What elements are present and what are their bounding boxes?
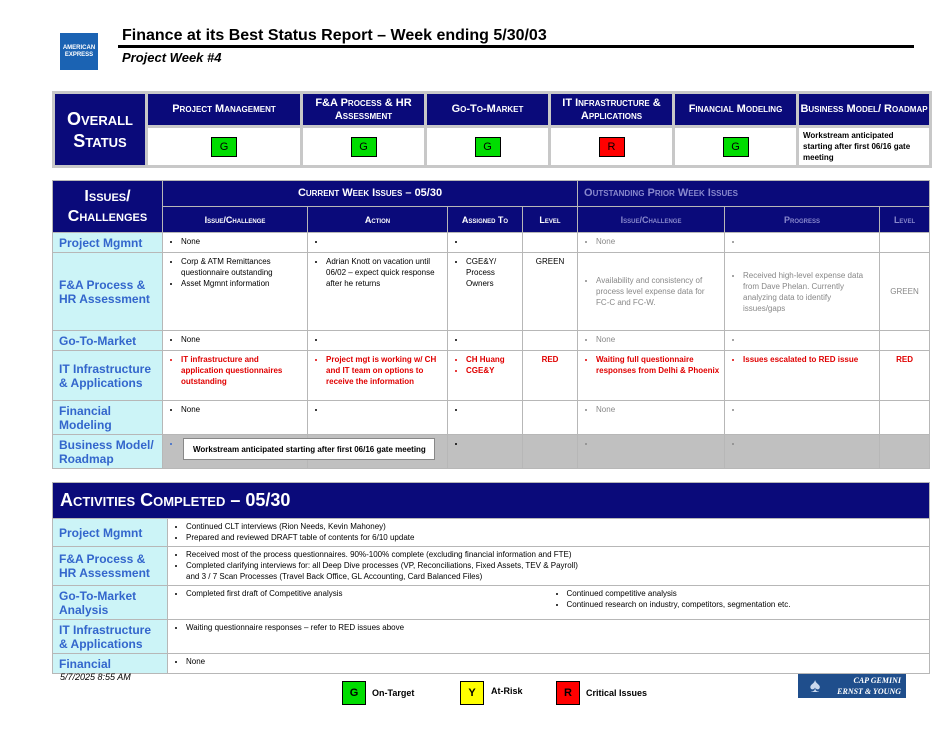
amex-logo [60, 33, 98, 70]
activity-cell: • Waiting questionnaire responses – refer to RED issues above [168, 620, 930, 654]
progress-cell [725, 233, 880, 253]
assigned-cell [448, 435, 523, 469]
row-label: IT Infrastructure & Applications [53, 620, 168, 654]
row-label: Project Mgmnt [53, 233, 163, 253]
status-badge: G [351, 137, 377, 157]
issues-label: Issues/ Challenges [53, 181, 163, 233]
row-label: F&A Process & HR Assessment [53, 547, 168, 586]
activities-title: Activities Completed – 05/30 [53, 483, 930, 519]
assigned-cell [448, 233, 523, 253]
table-row [53, 654, 930, 674]
status-badge: G [211, 137, 237, 157]
row-label: Go-To-Market Analysis [53, 586, 168, 620]
issue-cell: • IT infrastructure and application questionnaires outstanding [163, 351, 308, 401]
col-header: Issue/Challenge [163, 207, 308, 233]
current-week-header: Current Week Issues – 05/30 [163, 181, 578, 207]
status-cell [674, 127, 798, 167]
legend-yellow-badge: Y [460, 681, 484, 705]
overall-col-header: Project Management [147, 93, 302, 127]
prior-issue-cell: • None [578, 233, 725, 253]
footer-date: 5/7/2025 8:55 AM [60, 672, 131, 682]
activity-cell-right: • Continued competitive analysis • Continued research on industry, competitors, segmentation etc. [549, 586, 930, 620]
issue-cell: • None [163, 331, 308, 351]
status-cell [550, 127, 674, 167]
overall-col-header: IT Infrastructure & Applications [550, 93, 674, 127]
col-header: Progress [725, 207, 880, 233]
row-label: IT Infrastructure & Applications [53, 351, 163, 401]
activity-cell: • Continued CLT interviews (Rion Needs, Kevin Mahoney) • Prepared and reviewed DRAFT table of contents for 6/10 update [168, 519, 930, 547]
overall-col-header: Financial Modeling [674, 93, 798, 127]
row-label: Business Model/ Roadmap [53, 435, 163, 469]
status-cell [798, 127, 931, 167]
status-badge: G [723, 137, 749, 157]
assigned-cell: • CGE&Y/ Process Owners [448, 253, 523, 331]
overall-col-header: F&A Process & HR Assessment [302, 93, 426, 127]
activity-cell: • None [168, 654, 930, 674]
status-badge: R [599, 137, 625, 157]
legend-green-badge: G [342, 681, 366, 705]
level-cell: RED [523, 351, 578, 401]
col-header: Level [523, 207, 578, 233]
table-row [53, 233, 930, 253]
col-header: Issue/Challenge [578, 207, 725, 233]
prior-issue-cell [578, 435, 725, 469]
issue-cell: • Corp & ATM Remittances questionnaire outstanding • Asset Mgmnt information [163, 253, 308, 331]
row-label: Project Mgmnt [53, 519, 168, 547]
prior-issue-cell: • None [578, 331, 725, 351]
action-cell [308, 401, 448, 435]
overall-status-label: Overall Status [54, 93, 147, 167]
overall-status-table [52, 91, 932, 168]
activity-cell: • Received most of the process questionnaires. 90%-100% complete (excluding financial information and FTE) • Completed clarifying interviews for: all Deep Dive processes (VP, Reconciliations, Fixed Assets, TEV & Payroll) and 3 / 7 Scan Processes (Travel Back Office, GL Accounting, Card Balanced Files) [168, 547, 930, 586]
prior-level-cell [880, 331, 930, 351]
level-cell [523, 233, 578, 253]
table-row [53, 253, 930, 331]
row-label: F&A Process & HR Assessment [53, 253, 163, 331]
col-header: Level [880, 207, 930, 233]
prior-level-cell [880, 401, 930, 435]
table-row [53, 586, 930, 620]
row-label: Financial Modeling [53, 401, 163, 435]
progress-cell: • Received high-level expense data from Dave Phelan. Currently analyzing data to identify issues/gaps [725, 253, 880, 331]
action-cell [308, 331, 448, 351]
workstream-note: Workstream anticipated starting after first 06/16 gate meeting [183, 438, 435, 460]
action-cell: • Project mgt is working w/ CH and IT team on options to receive the information [308, 351, 448, 401]
prior-level-cell: GREEN [880, 253, 930, 331]
prior-week-header: Outstanding Prior Week Issues [578, 181, 930, 207]
level-cell: GREEN [523, 253, 578, 331]
table-row [53, 519, 930, 547]
issues-table [52, 180, 930, 469]
overall-col-header: Go-To-Market [426, 93, 550, 127]
prior-issue-cell: • Waiting full questionnaire responses from Delhi & Phoenix [578, 351, 725, 401]
level-cell [523, 401, 578, 435]
progress-cell [725, 401, 880, 435]
activities-table [52, 482, 930, 674]
prior-level-cell [880, 233, 930, 253]
legend-red-label: Critical Issues [586, 688, 648, 698]
progress-cell [725, 331, 880, 351]
cap-gemini-logo: ♠ CAP GEMINI ERNST & YOUNG [798, 674, 906, 698]
issue-cell: • None [163, 233, 308, 253]
row-label: Go-To-Market [53, 331, 163, 351]
activity-cell: • Completed first draft of Competitive analysis [168, 586, 549, 620]
issue-cell: • None [163, 401, 308, 435]
prior-issue-cell: • None [578, 401, 725, 435]
level-cell [523, 331, 578, 351]
table-row [53, 401, 930, 435]
progress-cell [725, 435, 880, 469]
prior-level-cell: RED [880, 351, 930, 401]
title-divider [118, 45, 914, 48]
assigned-cell [448, 401, 523, 435]
col-header: Action [308, 207, 448, 233]
spade-icon: ♠ [809, 675, 821, 697]
page-title: Finance at its Best Status Report – Week ending 5/30/03 [122, 27, 547, 44]
col-header: Assigned To [448, 207, 523, 233]
table-row [53, 547, 930, 586]
status-badge: G [475, 137, 501, 157]
assigned-cell: • CH Huang • CGE&Y [448, 351, 523, 401]
prior-level-cell [880, 435, 930, 469]
status-cell [302, 127, 426, 167]
action-cell [308, 233, 448, 253]
assigned-cell [448, 331, 523, 351]
amex-logo-text: AMERICAN EXPRESS [62, 44, 96, 58]
row-label: Financial [53, 654, 168, 674]
page-subtitle: Project Week #4 [122, 50, 222, 65]
table-row [53, 620, 930, 654]
legend-yellow-label: At-Risk [491, 686, 523, 696]
legend-red-badge: R [556, 681, 580, 705]
level-cell [523, 435, 578, 469]
action-cell: • Adrian Knott on vacation until 06/02 – expect quick response after he returns [308, 253, 448, 331]
table-row [53, 351, 930, 401]
legend-green-label: On-Target [372, 688, 415, 698]
status-note: Workstream anticipated starting after first 06/16 gate meeting [803, 131, 911, 162]
progress-cell: • Issues escalated to RED issue [725, 351, 880, 401]
prior-issue-cell: • Availability and consistency of process level expense data for FC-C and FC-W. [578, 253, 725, 331]
status-cell [147, 127, 302, 167]
table-row [53, 331, 930, 351]
overall-col-header: Business Model/ Roadmap [798, 93, 931, 127]
status-cell [426, 127, 550, 167]
